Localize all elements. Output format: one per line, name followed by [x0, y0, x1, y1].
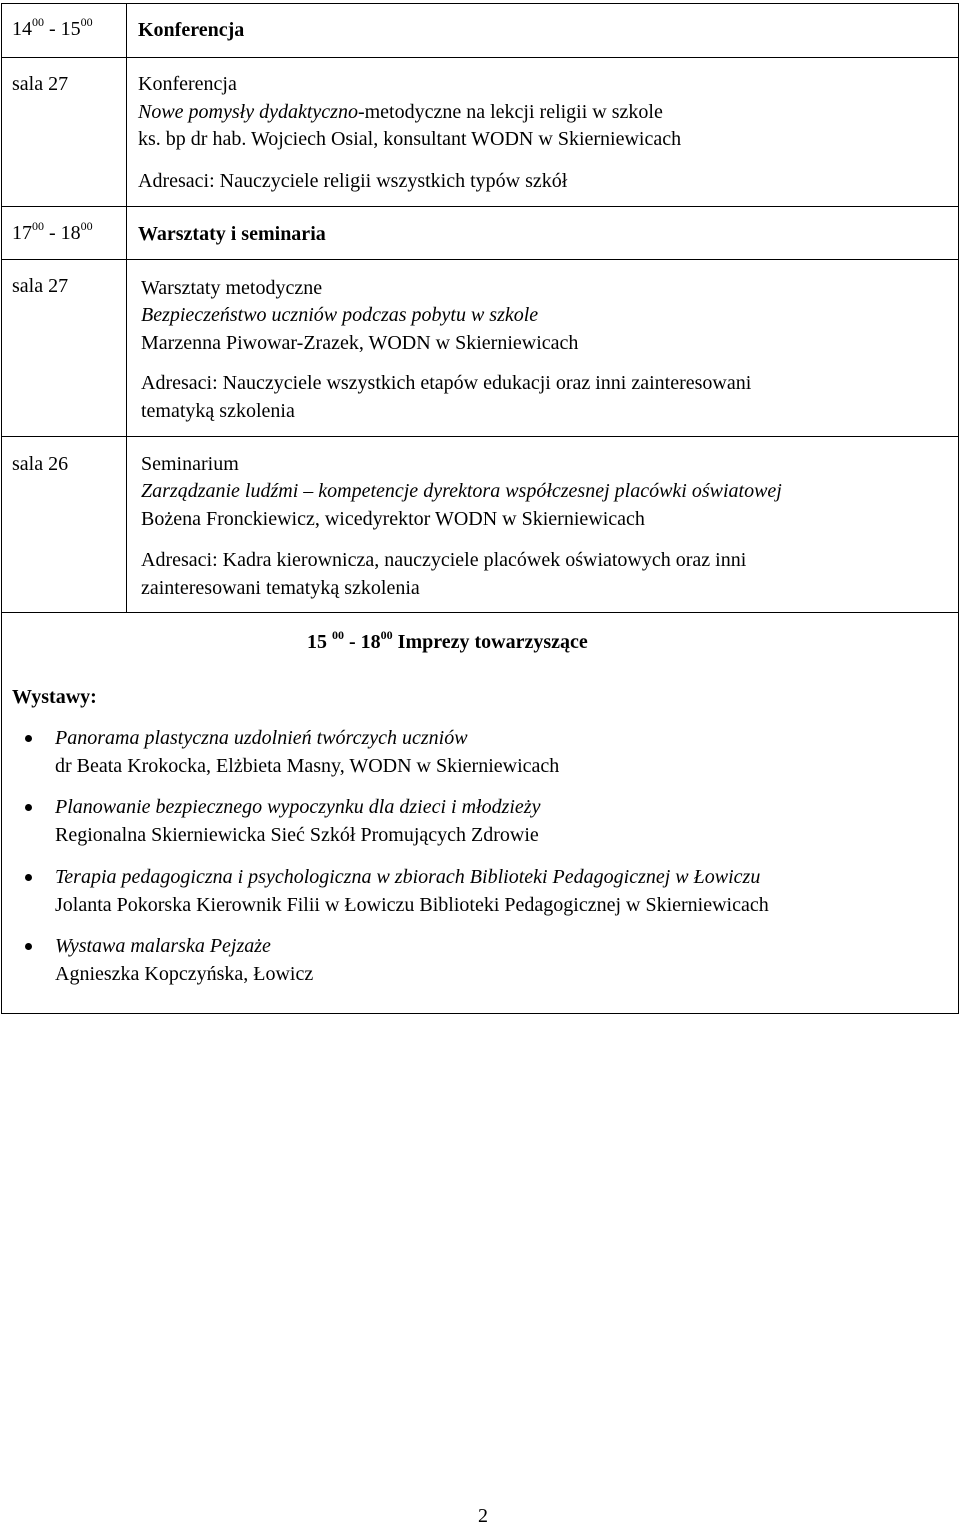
- session2-item1-room: sala 27: [12, 275, 69, 297]
- page-number: 2: [478, 1505, 488, 1527]
- session2-item2-topic: Zarządzanie ludźmi – kompetencje dyrektora współczesnej placówki oświatowej: [141, 480, 782, 502]
- session1-type: Konferencja: [138, 73, 237, 95]
- list-bullet: [25, 874, 32, 881]
- session2-item1-type: Warsztaty metodyczne: [141, 277, 323, 299]
- exhibition-2-author: Regionalna Skierniewicka Sieć Szkół Promujących Zdrowie: [55, 824, 539, 846]
- session2-time: $17^{00} - 18^{00}$: [12, 219, 93, 244]
- table-border-row1: [1, 57, 959, 58]
- exhibitions-label: Wystawy:: [12, 686, 97, 708]
- table-border-top: [1, 3, 959, 4]
- session2-title: Warsztaty i seminaria: [138, 223, 326, 245]
- exhibition-1-author: dr Beata Krokocka, Elżbieta Masny, WODN w Skierniewicach: [55, 755, 560, 777]
- session1-audience: Adresaci: Nauczyciele religii wszystkich typów szkół: [138, 170, 568, 192]
- session2-item2-type: Seminarium: [141, 453, 239, 475]
- exhibition-1-title: Panorama plastyczna uzdolnień twórczych uczniów: [55, 727, 468, 749]
- table-border-row3: [1, 259, 959, 260]
- table-border-bottom: [1, 1013, 959, 1014]
- events-header: 15 $^{00} - 18^{00}$ Imprezy towarzyszące: [307, 628, 588, 653]
- list-bullet: [25, 735, 32, 742]
- session1-time: $14^{00} - 15^{00}$: [12, 15, 93, 40]
- session1-title: Konferencja: [138, 19, 245, 41]
- table-border-row5: [1, 612, 959, 613]
- session2-item2-audience-line1: Adresaci: Kadra kierownicza, nauczyciele placówek oświatowych oraz inni: [141, 549, 747, 571]
- session2-item2-speaker: Bożena Fronckiewicz, wicedyrektor WODN w Skierniewicach: [141, 508, 645, 530]
- session1-topic: Nowe pomysły dydaktyczno-metodyczne na lekcji religii w szkole: [138, 101, 663, 123]
- session2-item1-audience-line1: Adresaci: Nauczyciele wszystkich etapów edukacji oraz inni zainteresowani: [141, 372, 752, 394]
- session2-item2-audience-line2: zainteresowani tematyką szkolenia: [141, 577, 420, 599]
- session2-item1-topic: Bezpieczeństwo uczniów podczas pobytu w szkole: [141, 304, 539, 326]
- table-border-row4: [1, 436, 959, 437]
- session2-item2-room: sala 26: [12, 453, 69, 475]
- exhibition-2-title: Planowanie bezpiecznego wypoczynku dla dzieci i młodzieży: [55, 796, 541, 818]
- exhibition-3-title: Terapia pedagogiczna i psychologiczna w zbiorach Biblioteki Pedagogicznej w Łowiczu: [55, 866, 761, 888]
- list-bullet: [25, 943, 32, 950]
- session2-item1-speaker: Marzenna Piwowar-Zrazek, WODN w Skierniewicach: [141, 332, 579, 354]
- exhibition-3-author: Jolanta Pokorska Kierownik Filii w Łowiczu Biblioteki Pedagogicznej w Skierniewicach: [55, 894, 769, 916]
- list-bullet: [25, 804, 32, 811]
- table-border-right: [958, 3, 959, 1014]
- session2-item1-audience-line2: tematyką szkolenia: [141, 400, 295, 422]
- session1-room: sala 27: [12, 73, 69, 95]
- table-border-row2: [1, 206, 959, 207]
- exhibition-4-author: Agnieszka Kopczyńska, Łowicz: [55, 963, 314, 985]
- table-border-divider: [126, 3, 127, 613]
- table-border-left: [1, 3, 2, 1014]
- session1-speaker: ks. bp dr hab. Wojciech Osial, konsultant WODN w Skierniewicach: [138, 128, 682, 150]
- exhibition-4-title: Wystawa malarska Pejzaże: [55, 935, 271, 957]
